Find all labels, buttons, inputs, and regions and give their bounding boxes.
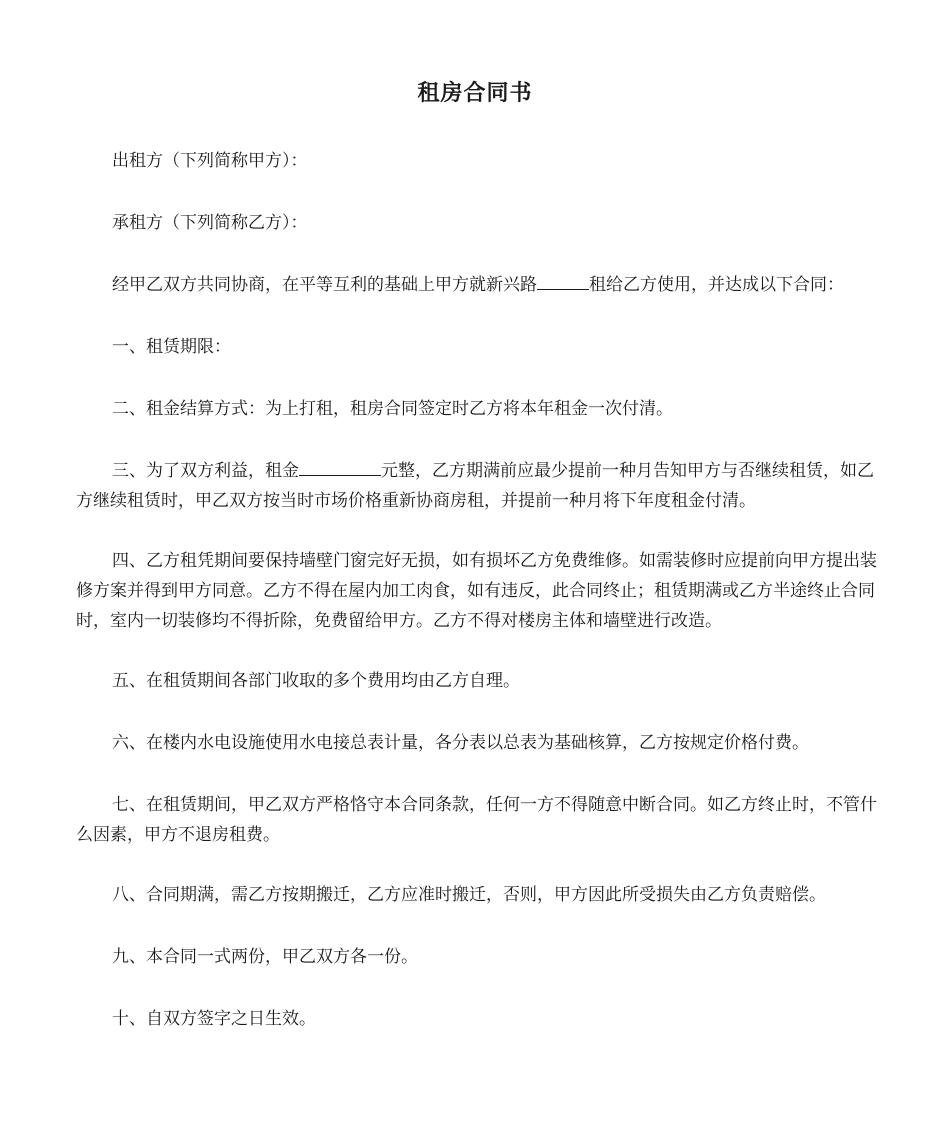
clause-7 [76,790,886,850]
clause-8 [76,880,886,910]
clause-6 [76,728,886,758]
lessor-label: 出租方（下列简称甲方）： [112,151,308,171]
clause-6-text: 六、在楼内水电设施使用水电接总表计量，各分表以总表为基础核算，乙方按规定价格付费。 [112,733,809,753]
clause-4-text: 四、乙方租凭期间要保持墙壁门窗完好无损，如有损坏乙方免费维修。如需装修时应提前向甲方提出装修方案并得到甲方同意。乙方不得在屋内加工肉食，如有违反，此合同终止；租赁期满或乙方半途终止合同时，室内一切装修均不得折除，免费留给甲方。乙方不得对楼房主体和墙壁进行改造。 [76,551,877,631]
clause-7-text: 七、在租赁期间，甲乙双方严格恪守本合同条款，任何一方不得随意中断合同。如乙方终止时，不管什么因素，甲方不退房租费。 [76,795,877,845]
clause-3 [76,456,886,516]
address-blank-line [537,271,589,290]
document-title: 租房合同书 [417,81,533,106]
preamble-text-after: 租给乙方使用，并达成以下合同： [589,275,844,295]
preamble-text-before: 经甲乙双方共同协商，在平等互利的基础上甲方就新兴路 [112,275,537,295]
clause-10 [76,1004,886,1034]
clause-5 [76,666,886,696]
lessee-label: 承租方（下列简称乙方）： [112,213,308,233]
clause-5-text: 五、在租赁期间各部门收取的多个费用均由乙方自理。 [112,671,520,691]
clause-3-text-after: 元整，乙方期满前应最少提前一种月告知甲方与否继续租赁，如乙方继续租赁时，甲乙双方按当时市场价格重新协商房租，并提前一种月将下年度租金付清。 [76,461,874,511]
clause-10-text: 十、自双方签字之日生效。 [112,1009,316,1029]
clause-2 [76,394,886,424]
clause-1 [76,332,886,362]
clause-1-text: 一、租赁期限： [112,337,231,357]
clause-2-text: 二、租金结算方式：为上打租，租房合同签定时乙方将本年租金一次付清。 [112,399,673,419]
preamble-paragraph [76,270,886,300]
lessor-line [76,146,886,176]
clause-9 [76,942,886,972]
clause-3-text-before: 三、为了双方利益，租金 [112,461,299,481]
clause-9-text: 九、本合同一式两份，甲乙双方各一份。 [112,947,418,967]
clause-4 [76,546,886,636]
rent-amount-blank-line [299,457,381,476]
lessee-line [76,208,886,238]
clause-8-text: 八、合同期满，需乙方按期搬迁，乙方应准时搬迁，否则，甲方因此所受损失由乙方负责赔偿。 [112,885,826,905]
